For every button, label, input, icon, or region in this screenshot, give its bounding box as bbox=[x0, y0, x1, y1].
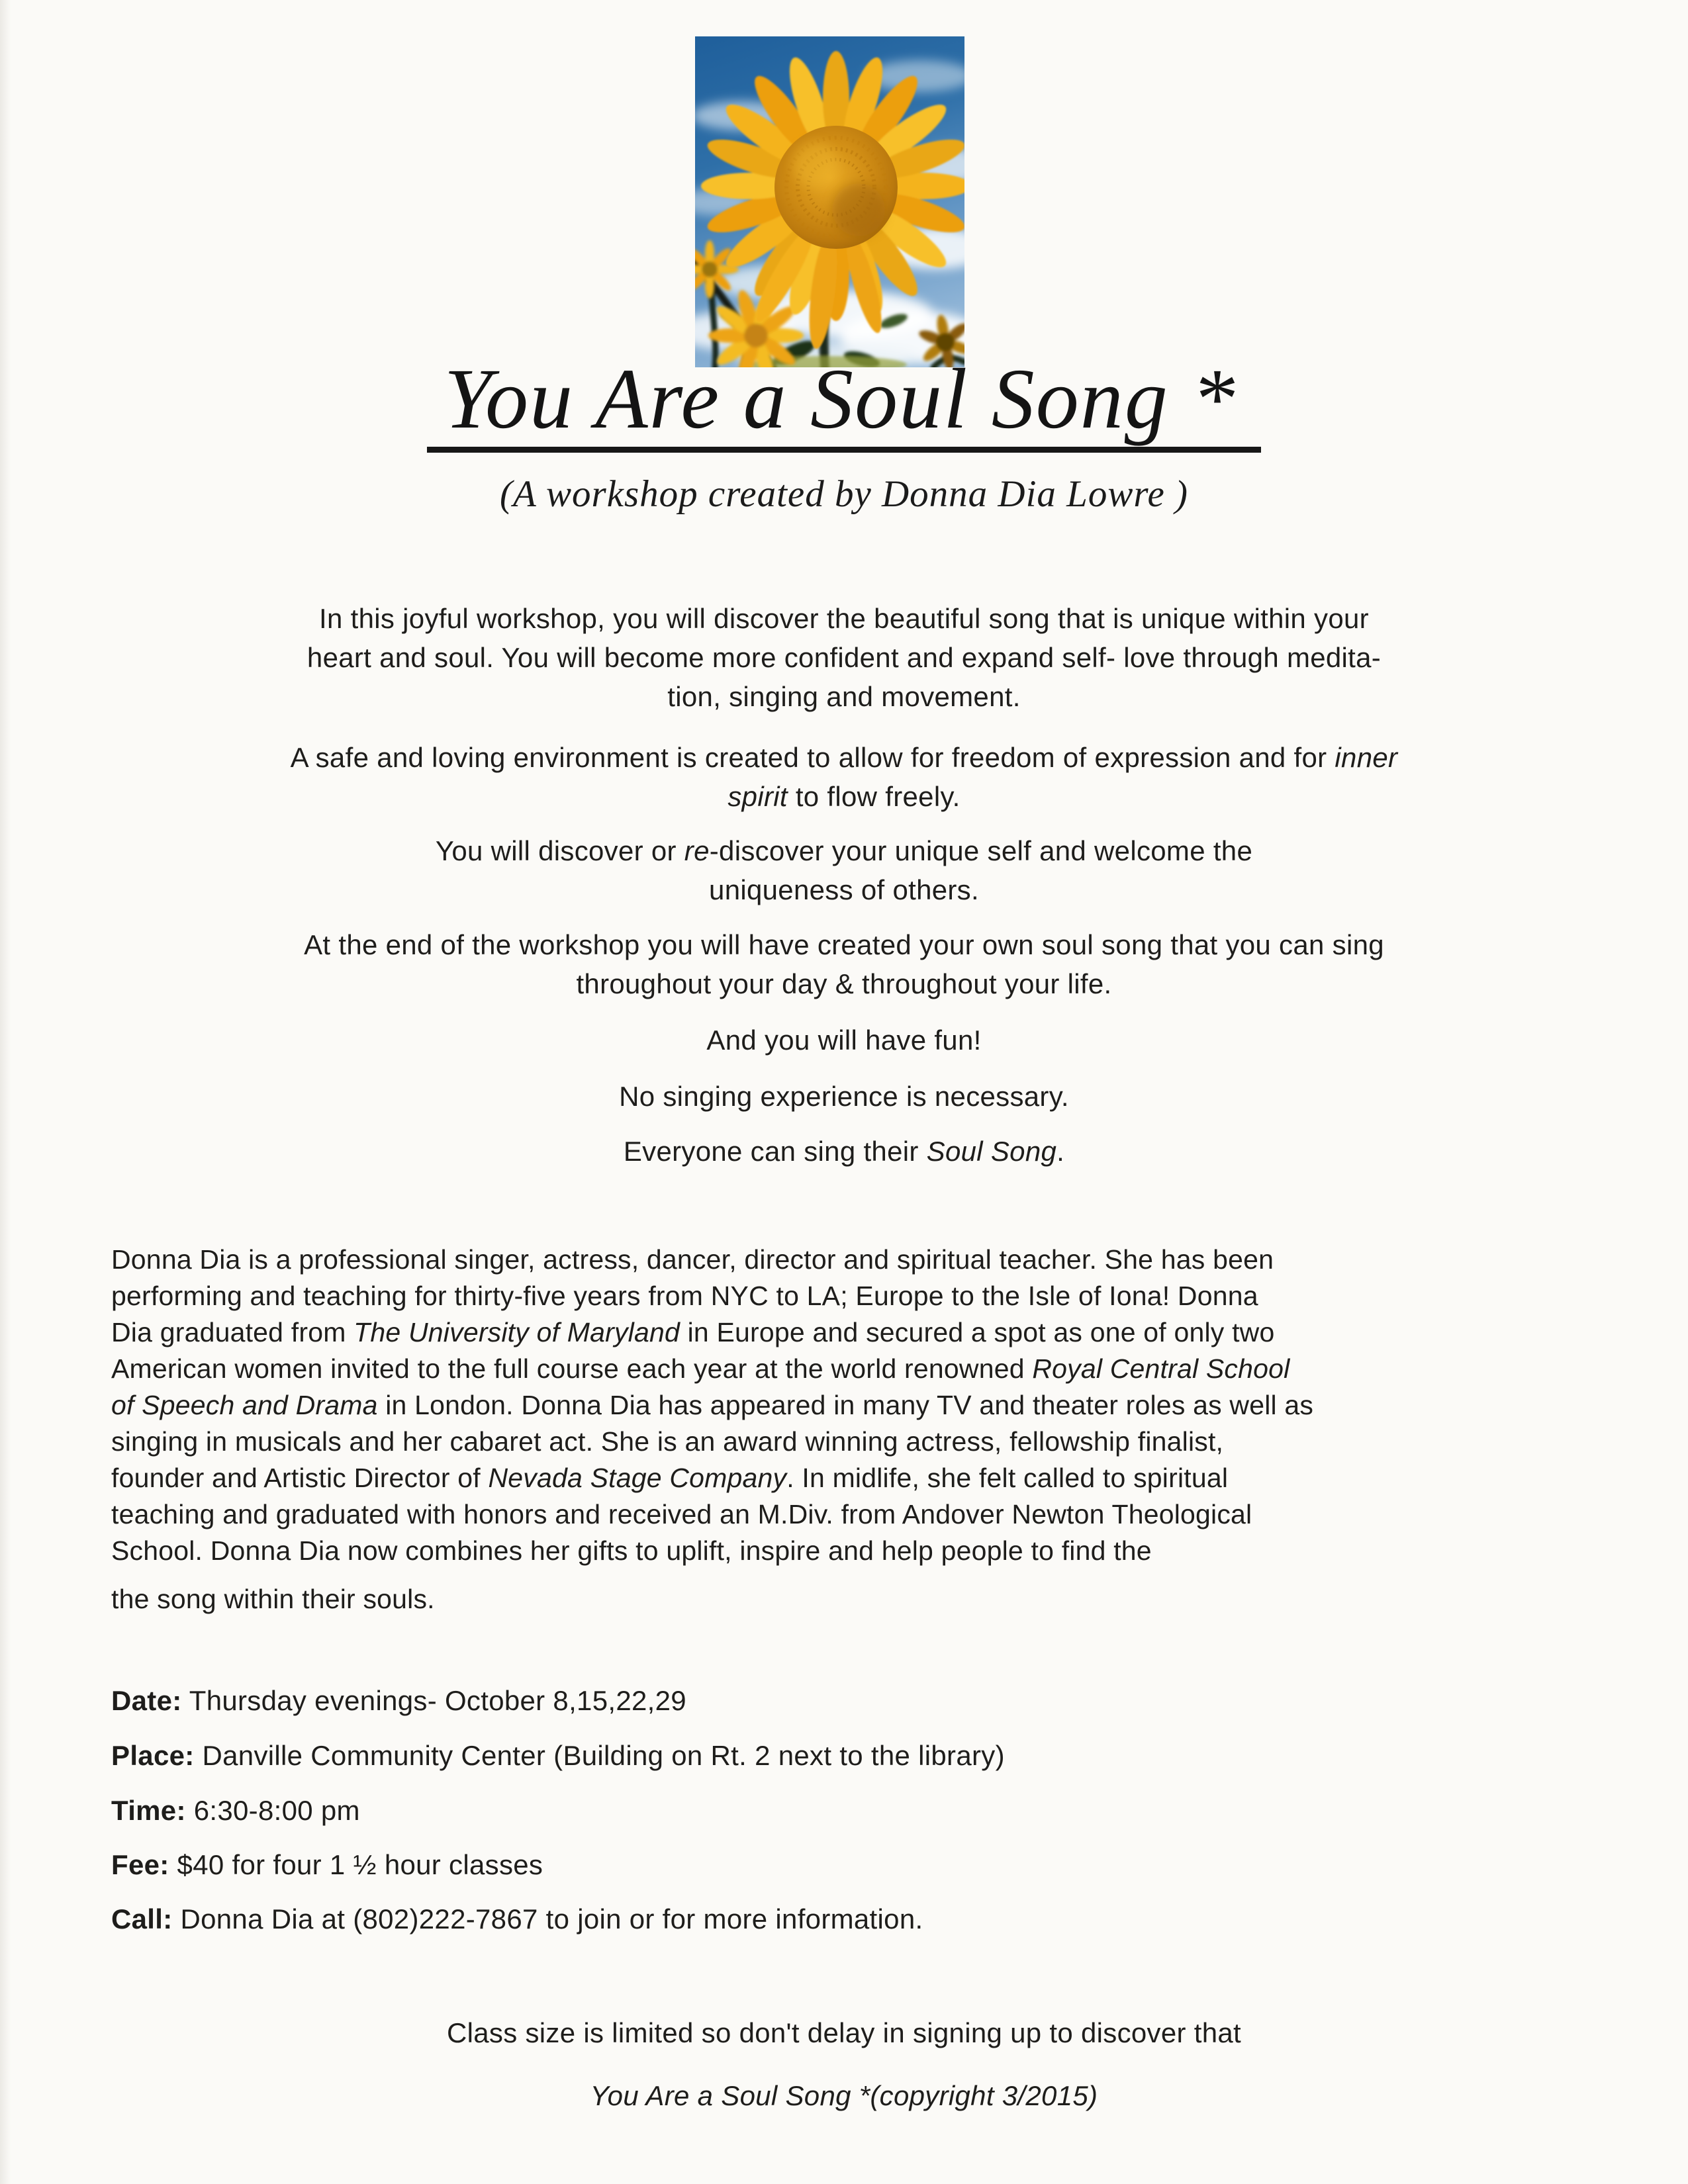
text: Dia graduated from bbox=[111, 1317, 354, 1347]
text-line bbox=[0, 738, 1688, 777]
detail-date bbox=[111, 1684, 1634, 1718]
text-line: tion, singing and movement. bbox=[667, 681, 1021, 712]
text-italic: The University of Maryland bbox=[353, 1317, 680, 1347]
text-line: performing and teaching for thirty-five years from NYC to LA; Europe to the Isle of Iona! Donna bbox=[111, 1281, 1258, 1311]
call-label: Call: bbox=[111, 1903, 173, 1934]
intro-paragraph-3 bbox=[0, 831, 1688, 909]
text-line bbox=[0, 777, 1688, 816]
text-line: the song within their souls. bbox=[111, 1584, 435, 1614]
text-italic: spirit bbox=[727, 781, 788, 812]
fee-label: Fee: bbox=[111, 1849, 169, 1880]
page-title bbox=[0, 349, 1688, 453]
text-line: Donna Dia is a professional singer, actress, dancer, director and spiritual teacher. She has been bbox=[111, 1244, 1274, 1275]
text: A safe and loving environment is created to allow for freedom of expression and for bbox=[290, 742, 1335, 773]
intro-paragraph-2 bbox=[0, 738, 1688, 816]
page-title-text: You Are a Soul Song * bbox=[427, 352, 1262, 453]
text: You will discover or bbox=[435, 835, 684, 866]
intro-paragraph-1 bbox=[0, 599, 1688, 716]
detail-time bbox=[111, 1794, 1634, 1828]
text-line: In this joyful workshop, you will discover the beautiful song that is unique within your bbox=[319, 603, 1369, 634]
text-line bbox=[111, 1460, 1594, 1496]
date-label: Date: bbox=[111, 1685, 182, 1716]
text-line: At the end of the workshop you will have created your own soul song that you can sing bbox=[304, 929, 1384, 960]
footer-copyright-line: You Are a Soul Song *(copyright 3/2015) bbox=[590, 2080, 1098, 2111]
text: -discover your unique self and welcome the bbox=[709, 835, 1253, 866]
text-italic: Nevada Stage Company bbox=[488, 1463, 787, 1493]
text-line bbox=[111, 1387, 1594, 1424]
text: Everyone can sing their bbox=[623, 1136, 927, 1167]
time-value: 6:30-8:00 pm bbox=[185, 1795, 360, 1826]
text-line: heart and soul. You will become more confident and expand self- love through medita- bbox=[306, 642, 1382, 673]
text: . In midlife, she felt called to spiritual bbox=[786, 1463, 1229, 1493]
text-italic: of Speech and Drama bbox=[111, 1390, 378, 1420]
detail-place bbox=[111, 1739, 1634, 1773]
text: American women invited to the full course each year at the world renowned bbox=[111, 1353, 1033, 1384]
text-line: And you will have fun! bbox=[706, 1024, 982, 1056]
detail-fee bbox=[111, 1848, 1634, 1882]
text-italic: Soul Song bbox=[926, 1136, 1057, 1167]
text-line: uniqueness of others. bbox=[709, 874, 979, 905]
bio-closing-line bbox=[111, 1581, 1594, 1617]
text: in London. Donna Dia has appeared in many TV and theater roles as well as bbox=[377, 1390, 1314, 1420]
sunflower-image bbox=[695, 36, 964, 367]
fun-line bbox=[0, 1021, 1688, 1060]
detail-call bbox=[111, 1902, 1634, 1936]
text-line bbox=[111, 1351, 1594, 1387]
time-label: Time: bbox=[111, 1795, 186, 1826]
no-experience-line bbox=[0, 1077, 1688, 1116]
footer-limit-line: Class size is limited so don't delay in signing up to discover that bbox=[446, 2017, 1242, 2048]
text: . bbox=[1056, 1136, 1065, 1167]
fee-value: $40 for four 1 ½ hour classes bbox=[169, 1849, 543, 1880]
text-line: No singing experience is necessary. bbox=[619, 1081, 1069, 1112]
sunflower-photo bbox=[695, 36, 964, 367]
text: founder and Artistic Director of bbox=[111, 1463, 489, 1493]
text-line bbox=[111, 1314, 1594, 1351]
everyone-line bbox=[0, 1132, 1688, 1171]
intro-paragraph-4 bbox=[0, 925, 1688, 1003]
text: to flow freely. bbox=[787, 781, 961, 812]
page-subtitle: (A workshop created by Donna Dia Lowre ) bbox=[499, 473, 1189, 515]
bio-paragraph bbox=[111, 1242, 1594, 1569]
text-line: throughout your day & throughout your life. bbox=[576, 968, 1112, 999]
text-line bbox=[0, 1132, 1688, 1171]
place-label: Place: bbox=[111, 1740, 195, 1771]
text-italic: re bbox=[684, 835, 710, 866]
text-italic: inner bbox=[1335, 742, 1398, 773]
text-line: School. Donna Dia now combines her gifts to uplift, inspire and help people to find the bbox=[111, 1535, 1152, 1566]
call-value: Donna Dia at (802)222-7867 to join or for more information. bbox=[172, 1903, 923, 1934]
date-value: Thursday evenings- October 8,15,22,29 bbox=[181, 1685, 686, 1716]
text-line: teaching and graduated with honors and received an M.Div. from Andover Newton Theological bbox=[111, 1499, 1252, 1529]
text-italic: Royal Central School bbox=[1032, 1353, 1290, 1384]
place-value: Danville Community Center (Building on Rt. 2 next to the library) bbox=[194, 1740, 1005, 1771]
text: in Europe and secured a spot as one of only two bbox=[679, 1317, 1275, 1347]
text-line bbox=[0, 831, 1688, 870]
text-line: singing in musicals and her cabaret act. She is an award winning actress, fellowship finalist, bbox=[111, 1426, 1224, 1457]
